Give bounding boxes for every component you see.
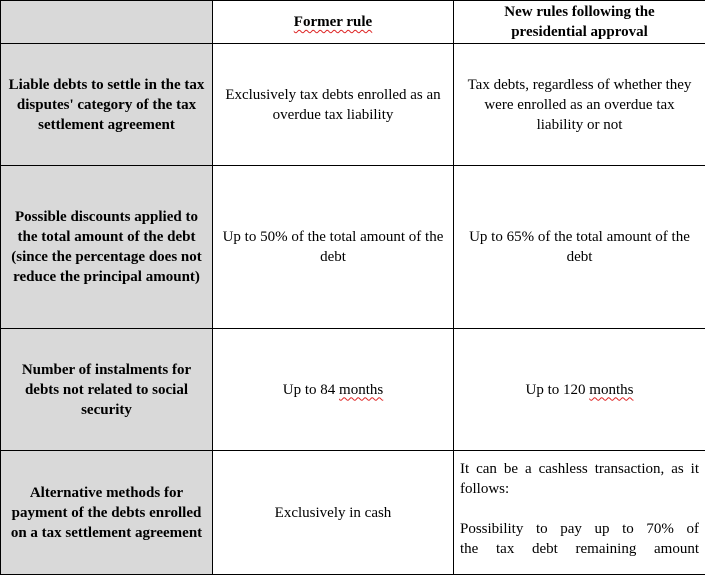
new-payment-methods-line2: the tax debt remaining amount — [460, 541, 699, 557]
former-rule-label: Former rule — [293, 14, 373, 30]
new-instalments — [454, 329, 705, 451]
new-rules-header — [454, 1, 705, 44]
row-label-payment-methods: Alternative methods for payment of the debts enrolled on a tax settlement agreement — [1, 451, 213, 575]
table-row — [1, 329, 705, 451]
new-liable-debts: Tax debts, regardless of whether they were enrolled as an overdue tax liability or not — [454, 44, 705, 166]
header-row — [1, 1, 705, 44]
row-label-instalments: Number of instalments for debts not related to social security — [1, 329, 213, 451]
new-rules-label-line2: presidential approval — [511, 24, 648, 40]
former-instalments-value: Up to 84 — [282, 381, 340, 398]
new-payment-methods-line1: Possibility to pay up to 70% of — [460, 521, 699, 537]
new-instalments-unit: months — [589, 381, 634, 398]
table-row — [1, 451, 705, 575]
former-instalments — [213, 329, 454, 451]
row-label-liable-debts: Liable debts to settle in the tax disputes' category of the tax settlement agreement — [1, 44, 213, 166]
new-payment-methods — [454, 451, 705, 575]
table-row — [1, 166, 705, 329]
new-discounts: Up to 65% of the total amount of the debt — [454, 166, 705, 329]
row-label-discounts — [1, 166, 213, 329]
former-liable-debts: Exclusively tax debts enrolled as an overdue tax liability — [213, 44, 454, 166]
paragraph-spacer — [460, 499, 699, 519]
former-discounts: Up to 50% of the total amount of the debt — [213, 166, 454, 329]
discounts-label-note: (since the percentage does not reduce the principal amount) — [11, 249, 202, 285]
former-rule-header — [213, 1, 454, 44]
discounts-label: Possible discounts applied to the total amount of the debt — [15, 209, 198, 245]
new-payment-methods-intro: It can be a cashless transaction, as it follows: — [460, 461, 699, 497]
former-payment-methods: Exclusively in cash — [213, 451, 454, 575]
new-instalments-value: Up to 120 — [525, 381, 590, 398]
table-row — [1, 44, 705, 166]
empty-corner-cell — [1, 1, 213, 44]
former-instalments-unit: months — [339, 381, 384, 398]
new-rules-label-line1: New rules following the — [504, 4, 655, 20]
